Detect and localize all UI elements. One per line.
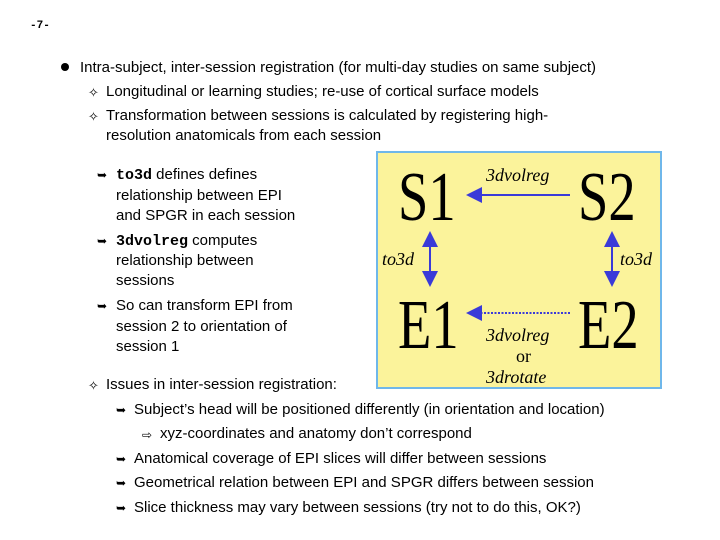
right-to3d-label: to3d [620, 249, 653, 269]
to3d-line3: and SPGR in each session [116, 207, 296, 224]
curved-arrow-icon: ➥ [97, 168, 108, 182]
sub-bullet-longitudinal: Longitudinal or learning studies; re-use of cortical surface models [106, 83, 539, 100]
left-to3d-label: to3d [382, 249, 415, 269]
curved-arrow-icon: ➥ [116, 452, 127, 466]
sub-bullet-transformation-line2: resolution anatomicals from each session [106, 127, 382, 144]
diagram-arrows [378, 153, 660, 387]
volreg-text: computes [188, 232, 258, 249]
transform-line3: session 1 [116, 338, 180, 355]
four-point-star-icon: ✧ [88, 378, 99, 393]
hollow-arrow-icon: ⇨ [142, 428, 153, 442]
transform-line1: So can transform EPI from [116, 297, 293, 314]
curved-arrow-icon: ➥ [116, 403, 127, 417]
curved-arrow-icon: ➥ [116, 476, 127, 490]
s2-label: S2 [578, 159, 636, 236]
curved-arrow-icon: ➥ [97, 234, 108, 248]
issue-xyz-coordinates: xyz-coordinates and anatomy don’t correspond [160, 425, 472, 442]
main-bullet-text: Intra-subject, inter-session registration (for multi-day studies on same subject) [80, 59, 597, 76]
to3d-line2: relationship between EPI [116, 187, 282, 204]
filled-circle-icon [61, 63, 69, 71]
to3d-command: to3d [116, 167, 153, 184]
issue-slice-thickness: Slice thickness may vary between sessions (try not to do this, OK?) [134, 499, 581, 516]
curved-arrow-icon: ➥ [97, 299, 108, 313]
bottom-volreg-label: 3dvolreg [486, 325, 550, 345]
e2-label: E2 [578, 287, 639, 364]
transform-line2: session 2 to orientation of [116, 318, 287, 335]
volreg-command: 3dvolreg [116, 233, 189, 250]
registration-diagram [376, 151, 662, 389]
issues-heading: Issues in inter-session registration: [106, 376, 337, 393]
four-point-star-icon: ✧ [88, 109, 99, 124]
volreg-line1 [116, 231, 257, 252]
four-point-star-icon: ✧ [88, 85, 99, 100]
bottom-or-label: or [516, 346, 531, 366]
to3d-line1 [116, 165, 257, 186]
s1-label: S1 [398, 159, 456, 236]
volreg-line3: sessions [116, 272, 175, 289]
curved-arrow-icon: ➥ [116, 501, 127, 515]
e1-label: E1 [398, 287, 459, 364]
top-volreg-label: 3dvolreg [486, 165, 550, 185]
page-number: -7- [30, 20, 50, 32]
issue-head-position: Subject’s head will be positioned differently (in orientation and location) [134, 401, 605, 418]
issue-anatomical-coverage: Anatomical coverage of EPI slices will differ between sessions [134, 450, 547, 467]
to3d-text: defines defines [152, 166, 258, 183]
bottom-rotate-label: 3drotate [486, 367, 547, 387]
volreg-line2: relationship between [116, 252, 254, 269]
issue-geometrical-relation: Geometrical relation between EPI and SPGR differs between session [134, 474, 594, 491]
sub-bullet-transformation-line1: Transformation between sessions is calculated by registering high- [106, 107, 549, 124]
